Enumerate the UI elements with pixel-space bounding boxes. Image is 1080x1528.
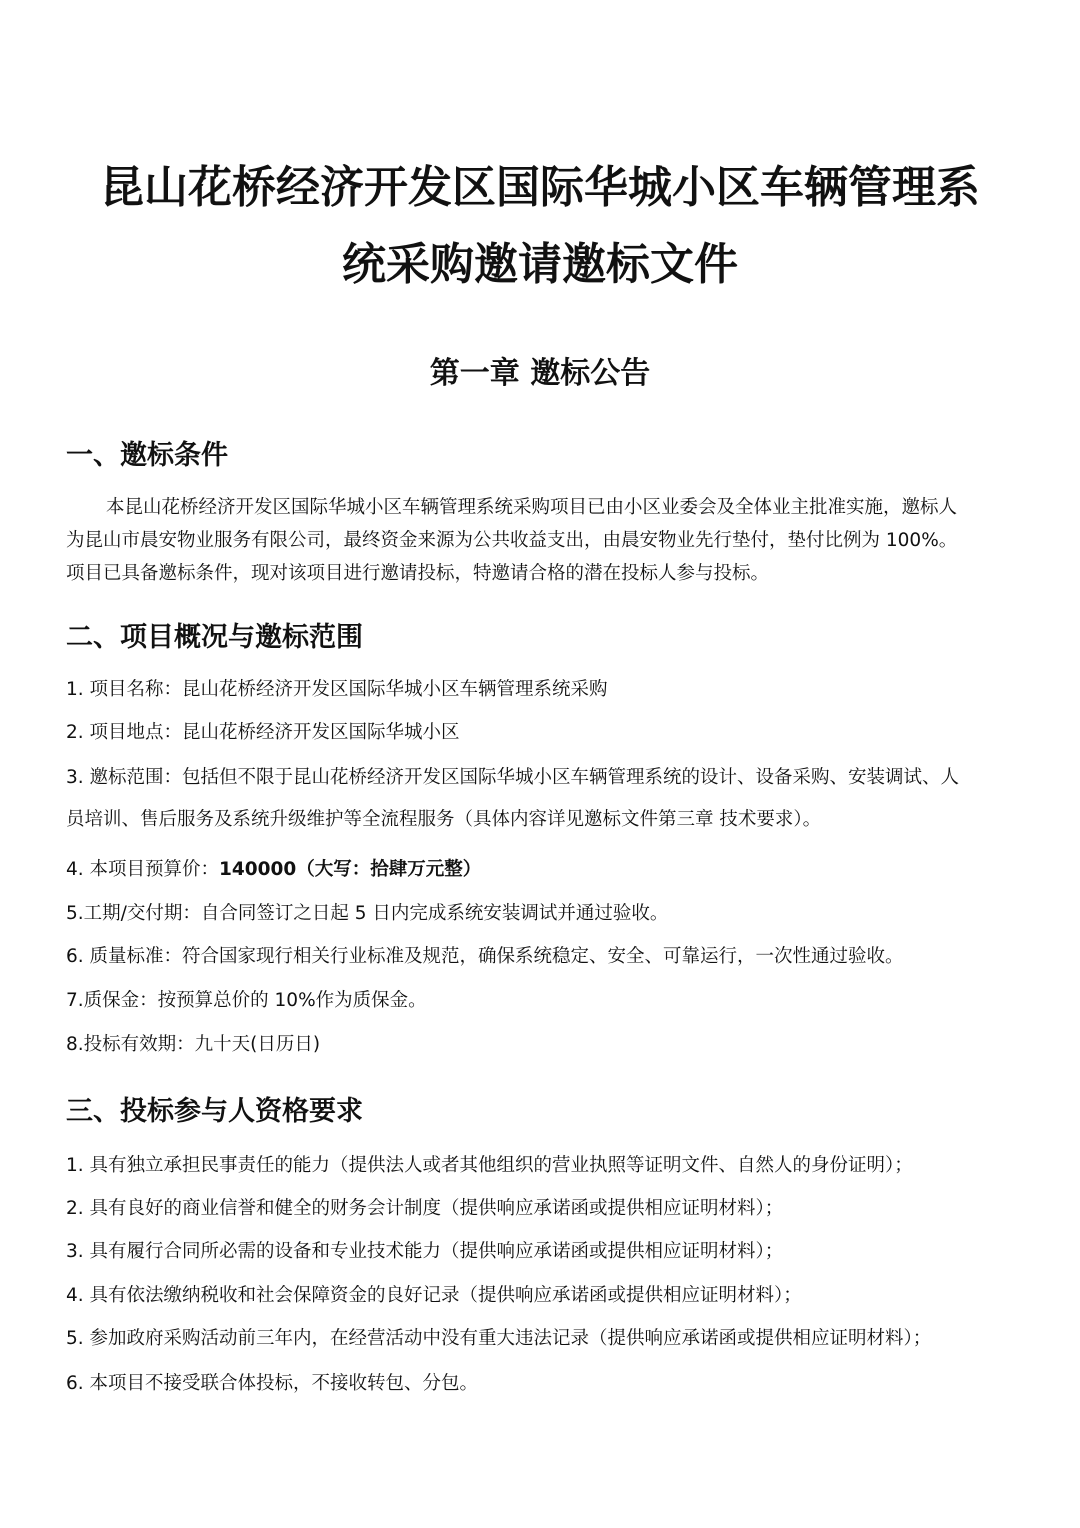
list-item-budget: [66, 855, 1016, 885]
document-title-line-2: 统采购邀请邀标文件: [342, 239, 738, 290]
document-title-line-1: 昆山花桥经济开发区国际华城小区车辆管理系: [100, 162, 980, 213]
list-item-qualification: 5. 参加政府采购活动前三年内，在经营活动中没有重大违法记录（提供响应承诺函或提供相应证明材料）；: [66, 1328, 932, 1349]
list-item-qualification: 4. 具有依法缴纳税收和社会保障资金的良好记录（提供响应承诺函或提供相应证明材料）；: [66, 1285, 802, 1306]
paragraph-line: 为昆山市晨安物业服务有限公司，最终资金来源为公共收益支出，由晨安物业先行垫付，垫付比例为 100%。: [66, 530, 958, 551]
list-item-project-location: 2. 项目地点：昆山花桥经济开发区国际华城小区: [66, 722, 460, 743]
list-item-qualification: 3. 具有履行合同所必需的设备和专业技术能力（提供响应承诺函或提供相应证明材料）；: [66, 1241, 784, 1262]
budget-value: 140000（大写：拾肆万元整）: [219, 859, 482, 880]
paragraph-line: 项目已具备邀标条件，现对该项目进行邀请投标，特邀请合格的潜在投标人参与投标。: [66, 563, 770, 584]
list-item-warranty-deposit: 7.质保金：按预算总价的 10%作为质保金。: [66, 990, 427, 1011]
paragraph-line: [66, 491, 1016, 524]
list-item-bidding-scope-line-2: 员培训、售后服务及系统升级维护等全流程服务（具体内容详见邀标文件第三章 技术要求）。: [66, 809, 822, 830]
list-item-qualification: 1. 具有独立承担民事责任的能力（提供法人或者其他组织的营业执照等证明文件、自然人的身份证明）；: [66, 1155, 913, 1176]
section-heading-bidding-conditions: 一、邀标条件: [66, 440, 228, 471]
list-item-delivery-period: 5.工期/交付期：自合同签订之日起 5 日内完成系统安装调试并通过验收。: [66, 903, 669, 924]
chapter-heading: 第一章 邀标公告: [429, 356, 651, 391]
list-item-project-name: 1. 项目名称：昆山花桥经济开发区国际华城小区车辆管理系统采购: [66, 679, 608, 700]
budget-label: 4. 本项目预算价：: [66, 859, 220, 880]
list-item-quality-standard: 6. 质量标准：符合国家现行相关行业标准及规范，确保系统稳定、安全、可靠运行，一次性通过验收。: [66, 946, 904, 967]
list-item-qualification: 6. 本项目不接受联合体投标，不接收转包、分包。: [66, 1373, 479, 1394]
section-heading-project-overview: 二、项目概况与邀标范围: [66, 622, 363, 653]
list-item-bidding-scope-line-1: 3. 邀标范围：包括但不限于昆山花桥经济开发区国际华城小区车辆管理系统的设计、设备采购、安装调试、人: [66, 767, 960, 788]
paragraph-text: 本昆山花桥经济开发区国际华城小区车辆管理系统采购项目已由小区业委会及全体业主批准实施，邀标人: [106, 497, 958, 518]
list-item-bid-validity: 8.投标有效期：九十天(日历日): [66, 1034, 321, 1055]
list-item-qualification: 2. 具有良好的商业信誉和健全的财务会计制度（提供响应承诺函或提供相应证明材料）；: [66, 1198, 784, 1219]
section-heading-bidder-qualifications: 三、投标参与人资格要求: [66, 1096, 363, 1127]
